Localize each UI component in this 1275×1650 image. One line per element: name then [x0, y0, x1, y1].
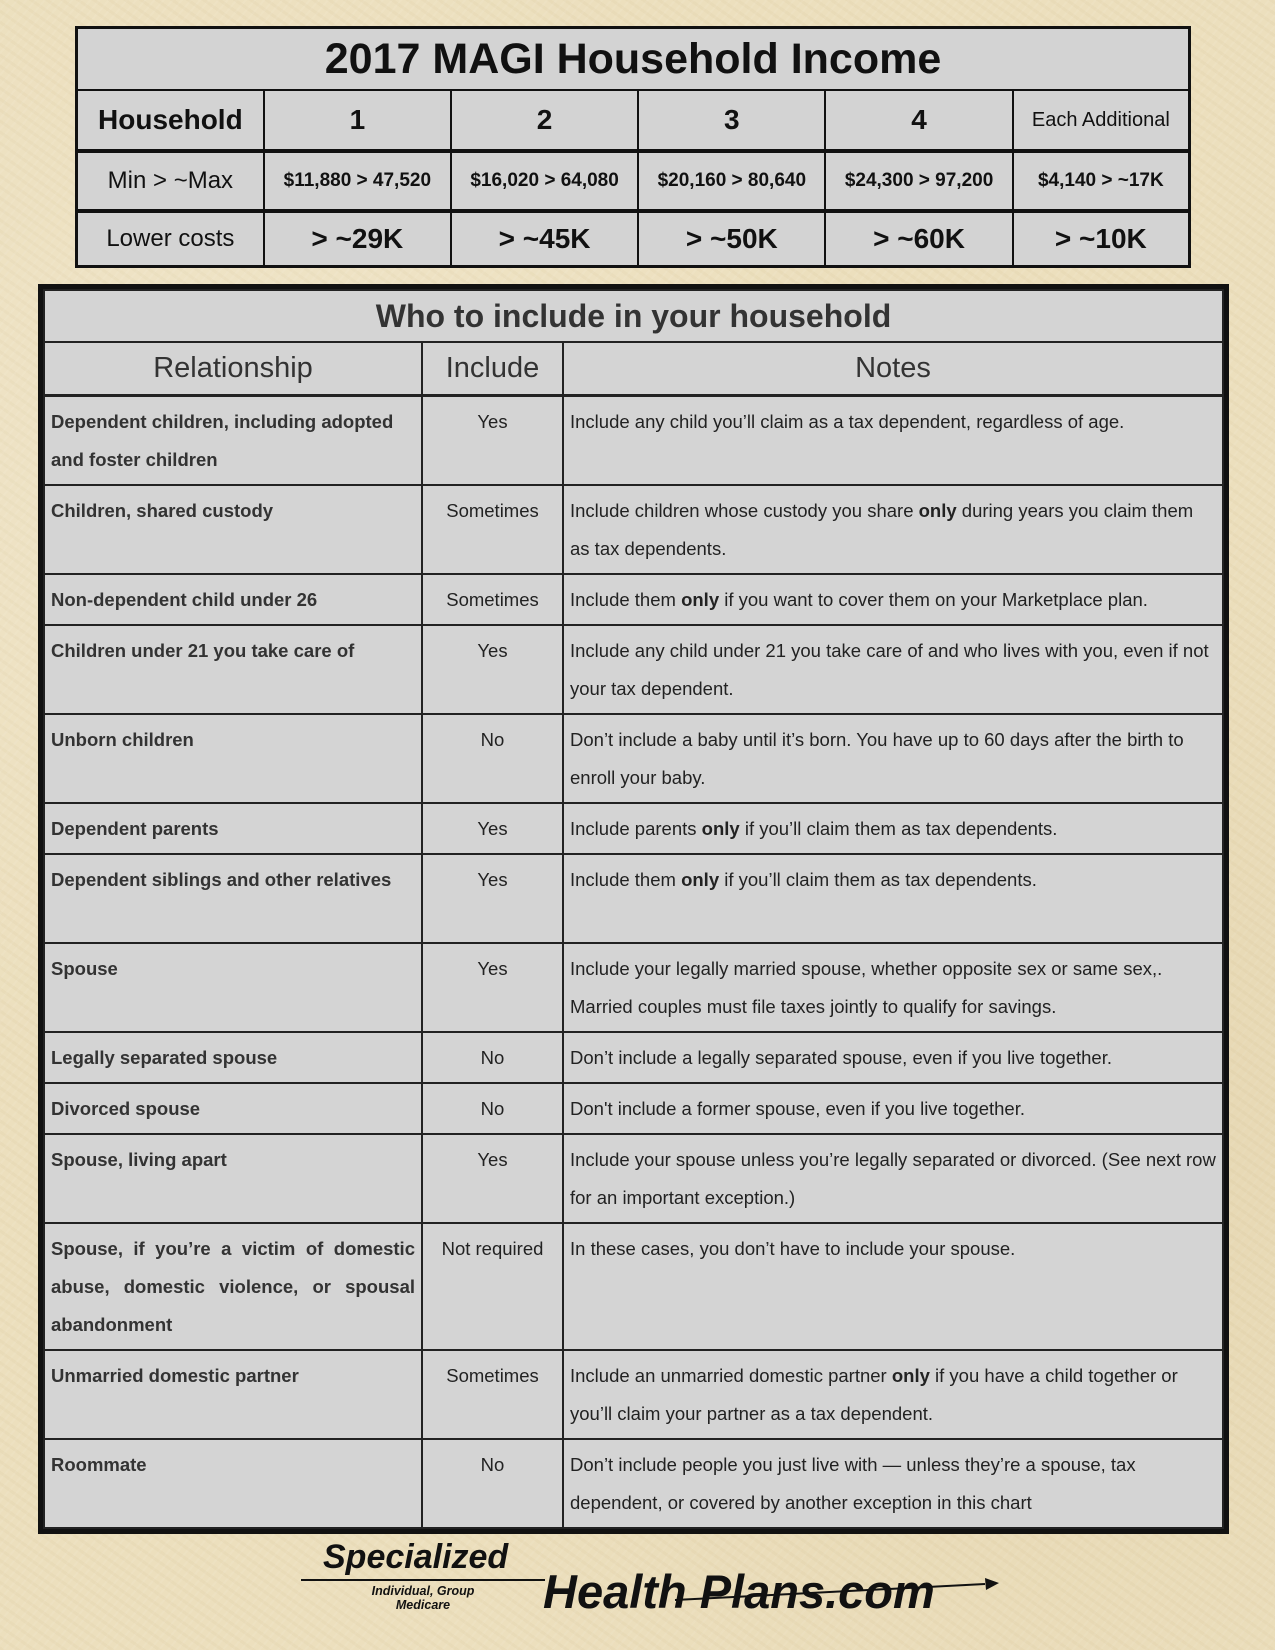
household-table-frame — [38, 284, 1229, 1534]
relationship-cell: Unmarried domestic partner — [44, 1350, 422, 1439]
table-row — [44, 1350, 1223, 1439]
notes-cell: Include any child you’ll claim as a tax dependent, regardless of age. — [563, 396, 1223, 485]
notes-text: if you’ll claim them as tax dependents. — [719, 868, 1037, 890]
notes-cell: Don't include a former spouse, even if you live together. — [563, 1083, 1223, 1134]
include-cell: Sometimes — [422, 574, 563, 625]
lower-costs-value: > ~45K — [451, 211, 638, 267]
household-table — [43, 289, 1224, 1529]
table-row — [44, 943, 1223, 1032]
relationship-cell: Spouse, living apart — [44, 1134, 422, 1223]
table-row — [44, 396, 1223, 485]
notes-emphasis: only — [681, 868, 720, 890]
notes-text: during years you claim them as tax dependents. — [570, 499, 1194, 559]
notes-cell: Don’t include people you just live with — unless they’re a spouse, tax dependent, or covered by another exception in this chart — [563, 1439, 1223, 1528]
notes-cell — [563, 854, 1223, 943]
notes-emphasis: only — [701, 817, 740, 839]
notes-header: Notes — [563, 342, 1223, 396]
notes-cell: Don’t include a legally separated spouse, even if you live together. — [563, 1032, 1223, 1083]
logo-specialized: Specialized — [323, 1538, 509, 1576]
min-max-value: $16,020 > 64,080 — [451, 151, 638, 211]
include-cell: Yes — [422, 396, 563, 485]
table-row — [44, 803, 1223, 854]
min-max-value: $24,300 > 97,200 — [825, 151, 1012, 211]
include-cell: Yes — [422, 943, 563, 1032]
relationship-cell: Legally separated spouse — [44, 1032, 422, 1083]
notes-cell — [563, 485, 1223, 574]
household-size: 2 — [451, 90, 638, 151]
include-cell: Sometimes — [422, 1350, 563, 1439]
household-size: 4 — [825, 90, 1012, 151]
notes-text: Include children whose custody you share — [570, 499, 919, 521]
notes-text: if you want to cover them on your Marketplace plan. — [719, 588, 1148, 610]
table-row — [44, 1439, 1223, 1528]
notes-text: Include them — [570, 588, 682, 610]
lower-costs-value: > ~50K — [638, 211, 825, 267]
notes-cell: Include any child under 21 you take care of and who lives with you, even if not your tax dependent. — [563, 625, 1223, 714]
include-cell: No — [422, 1083, 563, 1134]
lower-costs-label: Lower costs — [77, 211, 264, 267]
table-row — [44, 1134, 1223, 1223]
relationship-cell: Spouse — [44, 943, 422, 1032]
logo-subtitle-line: Individual, Group — [371, 1584, 475, 1598]
min-max-value: $11,880 > 47,520 — [264, 151, 451, 211]
notes-cell — [563, 1350, 1223, 1439]
relationship-cell: Roommate — [44, 1439, 422, 1528]
include-cell: Yes — [422, 625, 563, 714]
table-row — [44, 1032, 1223, 1083]
table-row — [44, 485, 1223, 574]
include-cell: No — [422, 1032, 563, 1083]
notes-emphasis: only — [918, 499, 957, 521]
relationship-cell: Children, shared custody — [44, 485, 422, 574]
notes-cell — [563, 574, 1223, 625]
notes-emphasis: only — [891, 1364, 930, 1386]
notes-cell: Don’t include a baby until it’s born. You have up to 60 days after the birth to enroll your baby. — [563, 714, 1223, 803]
include-cell: No — [422, 1439, 563, 1528]
include-cell: Sometimes — [422, 485, 563, 574]
lower-costs-value: > ~29K — [264, 211, 451, 267]
include-cell: Yes — [422, 803, 563, 854]
table-row — [44, 854, 1223, 943]
notes-cell: Include your spouse unless you’re legally separated or divorced. (See next row for an important exception.) — [563, 1134, 1223, 1223]
income-table-title: 2017 MAGI Household Income — [77, 28, 1190, 91]
notes-text: Include them — [570, 868, 682, 890]
relationship-cell: Spouse, if you’re a victim of domestic abuse, domestic violence, or spousal abandonment — [44, 1223, 422, 1350]
magi-income-table — [75, 26, 1191, 268]
household-size: 3 — [638, 90, 825, 151]
notes-cell: Include your legally married spouse, whether opposite sex or same sex,. Married couples must file taxes jointly to qualify for savings. — [563, 943, 1223, 1032]
min-max-value: $20,160 > 80,640 — [638, 151, 825, 211]
household-label: Household — [77, 90, 264, 151]
table-row — [44, 714, 1223, 803]
min-max-label: Min > ~Max — [77, 151, 264, 211]
include-cell: Not required — [422, 1223, 563, 1350]
notes-text: Include parents — [570, 817, 702, 839]
notes-cell — [563, 803, 1223, 854]
logo-arrow-head — [985, 1578, 999, 1590]
specialized-health-plans-logo — [295, 1538, 1015, 1638]
relationship-header: Relationship — [44, 342, 422, 396]
include-cell: No — [422, 714, 563, 803]
include-cell: Yes — [422, 1134, 563, 1223]
notes-text: Include an unmarried domestic partner — [570, 1364, 892, 1386]
table-row — [44, 1223, 1223, 1350]
relationship-cell: Divorced spouse — [44, 1083, 422, 1134]
relationship-cell: Children under 21 you take care of — [44, 625, 422, 714]
logo-subtitle — [363, 1584, 483, 1612]
lower-costs-value: > ~60K — [825, 211, 1012, 267]
table-row — [44, 625, 1223, 714]
household-size: 1 — [264, 90, 451, 151]
include-header: Include — [422, 342, 563, 396]
household-size-additional: Each Additional — [1013, 90, 1190, 151]
relationship-cell: Dependent parents — [44, 803, 422, 854]
min-max-value: $4,140 > ~17K — [1013, 151, 1190, 211]
household-table-title: Who to include in your household — [44, 290, 1223, 342]
notes-emphasis: only — [681, 588, 720, 610]
notes-text: if you’ll claim them as tax dependents. — [739, 817, 1058, 839]
logo-brand: Health Plans.com — [543, 1565, 935, 1618]
relationship-cell: Dependent siblings and other relatives — [44, 854, 422, 943]
relationship-cell: Dependent children, including adopted and foster children — [44, 396, 422, 485]
notes-cell: In these cases, you don’t have to include your spouse. — [563, 1223, 1223, 1350]
logo-subtitle-line: Medicare — [395, 1598, 451, 1612]
table-row — [44, 1083, 1223, 1134]
relationship-cell: Unborn children — [44, 714, 422, 803]
table-row — [44, 574, 1223, 625]
notes-text: if you have a child together or you’ll claim your partner as a tax dependent. — [570, 1364, 1178, 1424]
relationship-cell: Non-dependent child under 26 — [44, 574, 422, 625]
lower-costs-value: > ~10K — [1013, 211, 1190, 267]
include-cell: Yes — [422, 854, 563, 943]
